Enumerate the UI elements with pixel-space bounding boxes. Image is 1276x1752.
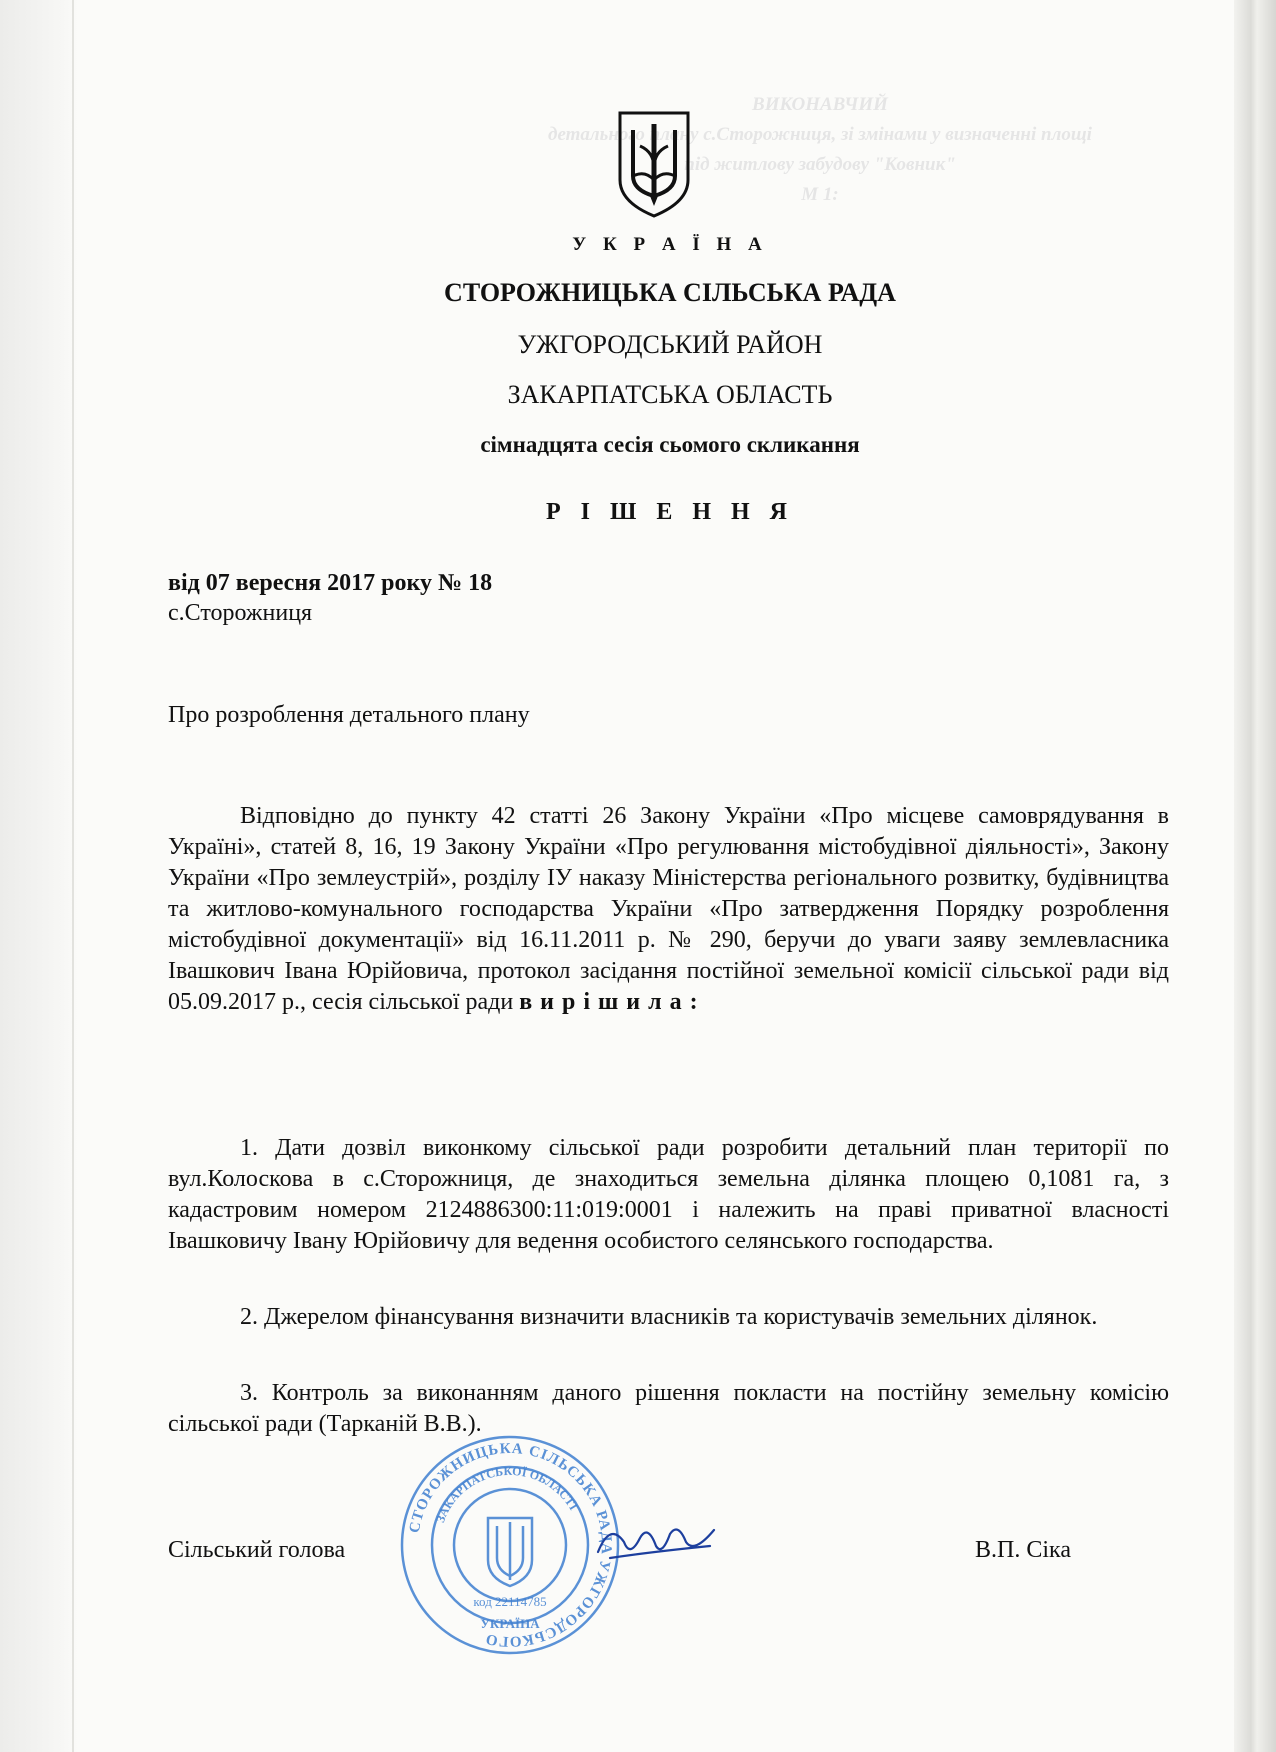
handwritten-signature-icon [590, 1512, 720, 1572]
country-heading: У К Р А Ї Н А [572, 234, 768, 255]
bleed-through-text: ВИКОНАВЧИЙ детального плану с.Сторожниця, зі змінами у визначенні площі під житлову забудову "Ковник" М 1: [548, 94, 1092, 205]
decision-place: с.Сторожниця [168, 600, 313, 626]
council-name: СТОРОЖНИЦЬКА СІЛЬСЬКА РАДА [444, 278, 896, 307]
session-info: сімнадцята сесія сьомого скликання [480, 432, 860, 457]
signature-title: Сільський голова [168, 1537, 346, 1563]
region-name: ЗАКАРПАТСЬКА ОБЛАСТЬ [507, 380, 833, 409]
decision-subject: Про розроблення детального плану [168, 702, 530, 728]
stamp-outer-text: СТОРОЖНИЦЬКА СІЛЬСЬКА РАДА УЖГОРОДСЬКОГО [406, 1440, 615, 1650]
preamble-text: Відповідно до пункту 42 статті 26 Закону України «Про місцеве самоврядування в Україні», статей 8, 16, 19 Закону України «Про регулювання містобудівної діяльності», Закону України «Про землеустрій», розділу ІУ наказу Міністерства регіонального розвитку, будівництва та житлово-комунального господарства України «Про затвердження Порядку розроблення містобудівної документації» від 16.11.2011 р. № 290, беручи до уваги заяву землевласника Івашкович Івана Юрійовича, протокол засідання постійної земельної комісії сільської ради від 05.09.2017 р., сесія сільської ради [168, 803, 1169, 1015]
decision-item-1: 1. Дати дозвіл виконкому сільської ради розробити детальний план території по вул.Колоскова в с.Сторожниця, де знаходиться земельна ділянка площею 0,1081 га, з кадастровим номером 2124886300:11:019:0001 і належить на праві приватної власності Івашковичу Івану Юрійовичу для ведення особистого селянського господарства. [168, 1135, 1169, 1254]
resolution-word: вирішила: [519, 989, 706, 1015]
stamp-inner-text: ЗАКАРПАТСЬКОЇ ОБЛАСТІ [433, 1463, 581, 1525]
page-stack-edge [1234, 0, 1276, 1752]
stamp-country: УКРАЇНА [480, 1616, 540, 1631]
signatory-name: В.П. Сіка [975, 1537, 1071, 1563]
decision-item-2: 2. Джерелом фінансування визначити власників та користувачів земельних ділянок. [240, 1304, 1098, 1330]
trident-emblem-icon [617, 110, 691, 218]
page-left-margin [0, 0, 78, 1752]
decision-item-3: 3. Контроль за виконанням даного рішення покласти на постійну земельну комісію сільської ради (Тарканій В.В.). [168, 1380, 1169, 1437]
decision-date-number: від 07 вересня 2017 року № 18 [168, 570, 493, 596]
preamble-paragraph [168, 801, 1169, 1018]
district-name: УЖГОРОДСЬКИЙ РАЙОН [517, 330, 823, 359]
document-type: Р І Ш Е Н Н Я [545, 499, 795, 525]
stamp-code: код 22114785 [473, 1594, 547, 1609]
page-fold-line [72, 0, 74, 1752]
